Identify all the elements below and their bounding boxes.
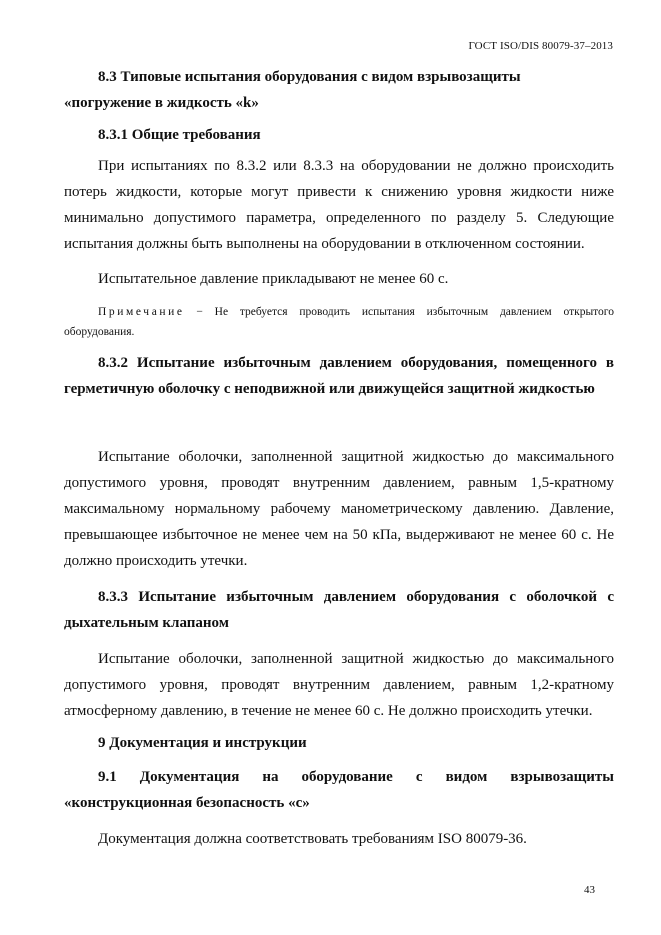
section-8-3-heading	[64, 64, 614, 116]
section-9-1-title: 9.1 Документация на оборудование с видом взрывозащиты «конструкционная безопасность «с»	[64, 769, 614, 811]
section-8-3-3-heading	[64, 584, 614, 636]
section-8-3-1-body-2	[64, 266, 614, 292]
section-8-3-1-heading	[64, 122, 614, 148]
page-number: 43	[584, 884, 595, 896]
section-8-3-title-line2: «погружение в жидкость «k»	[64, 95, 259, 111]
running-header: ГОСТ ISO/DIS 80079-37–2013	[468, 40, 613, 52]
section-9-1-body	[64, 826, 614, 852]
section-8-3-title-line1: 8.3 Типовые испытания оборудования с видом взрывозащиты	[98, 69, 521, 85]
note-label: Примечание	[98, 306, 185, 318]
section-9-title: 9 Документация и инструкции	[98, 735, 307, 751]
section-8-3-1-body	[64, 153, 614, 257]
paragraph: При испытаниях по 8.3.2 или 8.3.3 на оборудовании не должно происходить потерь жидкости, которые могут привести к снижению уровня жидкости ниже минимально допустимого параметра, определенного по разделу 5. Следующие испытания должны быть выполнены на оборудовании в отключенном состоянии.	[64, 158, 614, 252]
section-9-1-heading	[64, 764, 614, 816]
note-paragraph	[64, 302, 614, 342]
paragraph: Документация должна соответствовать требованиям ISO 80079-36.	[98, 831, 527, 847]
paragraph: Испытательное давление прикладывают не менее 60 с.	[98, 271, 449, 287]
note-text: − Не требуется проводить испытания избыточным давлением открытого оборудования.	[64, 306, 614, 338]
section-8-3-3-body	[64, 646, 614, 724]
paragraph: Испытание оболочки, заполненной защитной жидкостью до максимального допустимого уровня, проводят внутренним давлением, равным 1,2-кратному атмосферному давлению, в течение не менее 60 с. Не должно происходить утечки.	[64, 651, 614, 719]
note	[64, 302, 614, 342]
section-8-3-2-title: 8.3.2 Испытание избыточным давлением оборудования, помещенного в герметичную оболочку с неподвижной или движущейся защитной жидкостью	[64, 355, 614, 397]
section-8-3-2-heading	[64, 350, 614, 402]
section-8-3-3-title: 8.3.3 Испытание избыточным давлением оборудования с оболочкой с дыхательным клапаном	[64, 589, 614, 631]
paragraph: Испытание оболочки, заполненной защитной жидкостью до максимального допустимого уровня, проводят внутренним давлением, равным 1,5-кратному максимальному нормальному рабочему манометрическому давлению. Давление, превышающее избыточное не менее чем на 50 кПа, выдерживают не менее 60 с. Не должно происходить утечки.	[64, 449, 614, 569]
section-8-3-2-body	[64, 444, 614, 574]
section-8-3-1-title: 8.3.1 Общие требования	[98, 127, 261, 143]
section-9-heading	[64, 730, 614, 756]
